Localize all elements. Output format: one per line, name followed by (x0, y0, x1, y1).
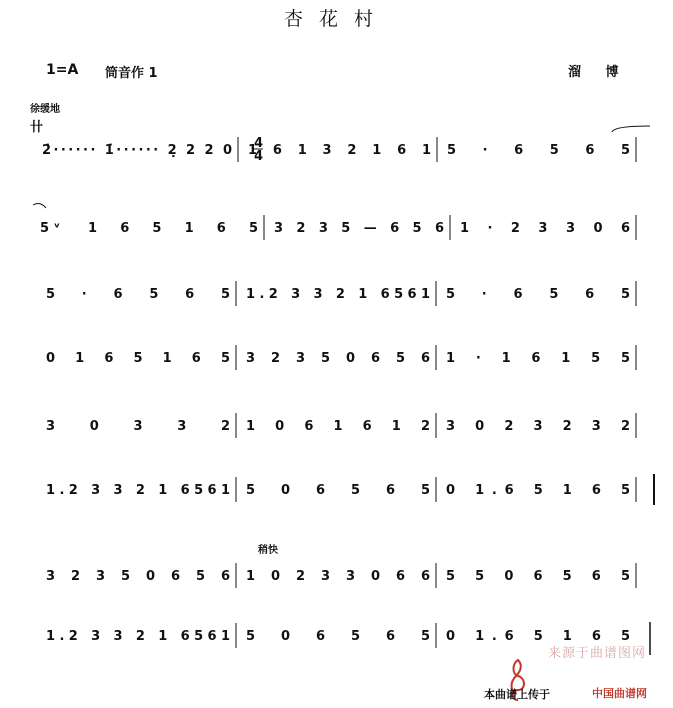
time-sig-den: 4 (254, 149, 264, 164)
fingering-note: 筒音作 1 (105, 66, 158, 81)
footer-brand-link[interactable]: 中国曲谱网 (592, 687, 647, 700)
measure: 0 1 6 5 1 6 5 (46, 351, 230, 366)
measure: 5 0 6 5 6 5 (246, 483, 430, 498)
measure: 3 2 3 5 0 6 5 6 (46, 569, 230, 584)
slur-tie (612, 126, 650, 132)
measure: 1 0 2 3 3 0 6 6 (246, 569, 430, 584)
measure: 5 · 6 5 6 5 (446, 287, 630, 302)
measure: 5 0 6 5 6 5 (246, 629, 430, 644)
slur-tie-continuation (33, 204, 46, 208)
measure: 1 · 2 3 3 0 6 (460, 221, 630, 236)
key-signature: 1=A (46, 62, 79, 78)
measure: 1.2 3 3 2 1 6561 (246, 287, 430, 302)
measure: 5 · 6 5 6 5 (46, 287, 230, 302)
watermark-text: 来源于曲谱图网 (548, 646, 647, 661)
score-systems (40, 137, 636, 648)
measure: 2̇······ 1̇······ 2̣ 2 2 0 (42, 143, 232, 158)
time-sig-num: 4 (254, 136, 264, 151)
measure: 5 5 0 6 5 6 5 (446, 569, 630, 584)
measure: 1 0 6 1 6 1 2 (246, 419, 430, 434)
measure: 1.2 3 3 2 1 6561 (46, 629, 230, 644)
measure: 1 6 5 1 6 5 (88, 221, 258, 236)
measure: 3 2 3 5 0 6 5 6 (246, 351, 430, 366)
tempo-mark-section2: 稍快 (258, 545, 278, 556)
measure: 3 2 3 5 — 6 5 6 (274, 221, 444, 236)
tempo-mark-opening: 徐缓地 (30, 104, 60, 115)
measure: 5 · 6 5 6 5 (447, 143, 630, 158)
arranger-credit: 溜 博 (568, 65, 629, 80)
measure: 3 0 2 3 2 3 2 (446, 419, 630, 434)
score-title: 杏花村 (283, 8, 389, 30)
free-meter-mark: 卄 (30, 120, 44, 135)
measure: 3 0 3 3 2 (46, 419, 230, 434)
measure: 1 · 1 6 1 5 5 (446, 351, 630, 366)
system-prefix: 5 ᵛ (40, 221, 61, 236)
footer-credit: 本曲谱上传于 (484, 688, 550, 701)
measure: 1 6 1 3 2 1 6 1 (248, 143, 431, 158)
measure: 1.2 3 3 2 1 6561 (46, 483, 230, 498)
measure: 0 1.6 5 1 6 5 (446, 629, 630, 644)
measure: 0 1.6 5 1 6 5 (446, 483, 630, 498)
